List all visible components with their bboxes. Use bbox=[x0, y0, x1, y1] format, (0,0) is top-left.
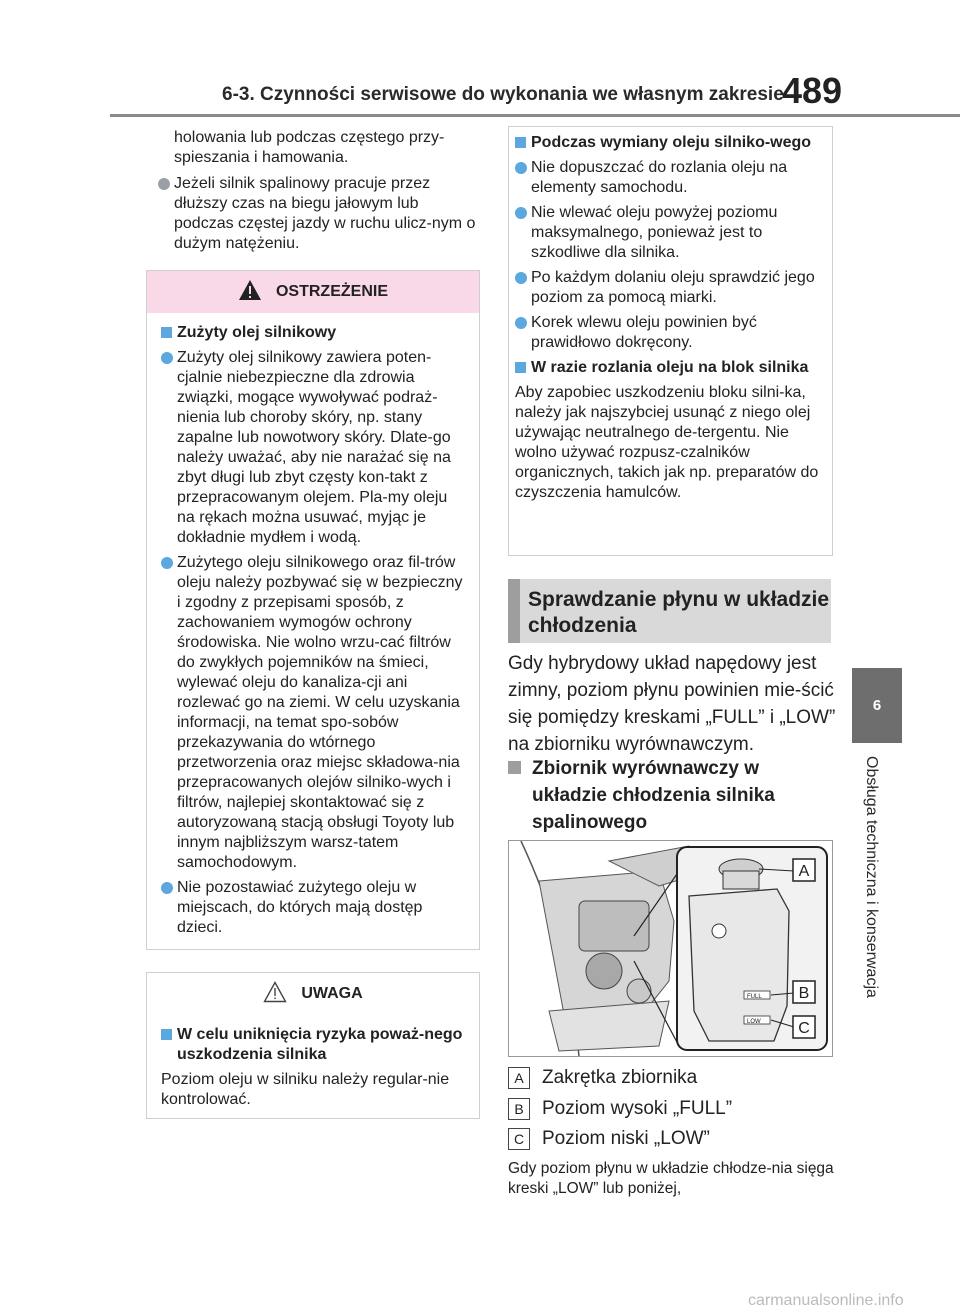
legend-text: Poziom niski „LOW” bbox=[542, 1128, 710, 1149]
warning-box bbox=[146, 270, 480, 950]
list-item bbox=[161, 553, 469, 873]
reservoir-heading: Zbiornik wyrównawczy w układzie chłodzenia silnika spalinowego bbox=[508, 755, 838, 836]
list-item bbox=[515, 313, 828, 353]
list-item-text: Korek wlewu oleju powinien być prawidłowo dokręcony. bbox=[531, 314, 757, 351]
running-header: 6-3. Czynności serwisowe do wykonania we własnym zakresie bbox=[222, 84, 784, 105]
tail-text: Gdy poziom płynu w układzie chłodze-nia sięga kreski „LOW” lub poniżej, bbox=[508, 1160, 834, 1197]
section-intro: Gdy hybrydowy układ napędowy jest zimny, poziom płynu powinien mie-ścić się pomiędzy kreskami „FULL” i „LOW” na zbiorniku wyrównawczym. bbox=[508, 653, 836, 755]
notice-box bbox=[146, 972, 480, 1119]
chapter-tab[interactable]: 6 bbox=[852, 668, 902, 743]
caution-triangle-icon bbox=[263, 981, 287, 1008]
list-item bbox=[515, 203, 828, 263]
info-heading: W razie rozlania oleju na blok silnika bbox=[515, 358, 828, 378]
warning-title: OSTRZEŻENIE bbox=[275, 283, 388, 300]
legend-item bbox=[508, 1066, 697, 1090]
list-item bbox=[161, 878, 469, 938]
legend-key: A bbox=[508, 1067, 530, 1089]
notice-text: Poziom oleju w silniku należy regular-nie kontrolować. bbox=[161, 1071, 450, 1108]
list-item bbox=[161, 348, 469, 548]
list-item-text: Nie wlewać oleju powyżej poziomu maksymalnego, ponieważ jest to szkodliwe dla silnika. bbox=[531, 204, 778, 261]
callout-c: C bbox=[798, 1020, 810, 1037]
legend-text: Zakrętka zbiornika bbox=[542, 1067, 698, 1088]
info-text: Aby zapobiec uszkodzeniu bloku silni-ka, należy jak najszybciej usunąć z niego olej używając neutralnego de-tergentu. Nie wolno używać rozpusz-czalników organicznych, takich jak np. preparatów do czyszczenia hamulców. bbox=[515, 384, 819, 501]
bullet-icon bbox=[515, 207, 527, 219]
section-heading-band bbox=[508, 579, 831, 643]
legend-text: Poziom wysoki „FULL” bbox=[542, 1098, 733, 1119]
legend-key: B bbox=[508, 1098, 530, 1120]
square-bullet-icon bbox=[508, 761, 521, 774]
full-mark-label: FULL bbox=[747, 994, 762, 1000]
notice-heading: W celu uniknięcia ryzyka poważ-nego uszkodzenia silnika bbox=[161, 1025, 469, 1065]
legend-item bbox=[508, 1097, 732, 1121]
list-item-text: Po każdym dolaniu oleju sprawdzić jego poziom za pomocą miarki. bbox=[531, 269, 815, 306]
bullet-icon bbox=[161, 557, 173, 569]
list-item-text: Nie pozostawiać zużytego oleju w miejscach, do których mają dostęp dzieci. bbox=[177, 879, 423, 936]
engine-bay-figure bbox=[508, 840, 833, 1057]
warning-header bbox=[147, 271, 479, 313]
legend-key: C bbox=[508, 1128, 530, 1150]
square-bullet-icon bbox=[515, 137, 526, 148]
square-bullet-icon bbox=[161, 327, 172, 338]
bullet-icon bbox=[515, 162, 527, 174]
warning-heading: Zużyty olej silnikowy bbox=[161, 323, 469, 343]
intro-text: holowania lub podczas częstego przy-spieszania i hamowania. bbox=[174, 129, 445, 166]
callout-b: B bbox=[798, 985, 810, 1002]
callout-a: A bbox=[798, 863, 810, 880]
section-title: Sprawdzanie płynu w układzie chłodzenia bbox=[528, 588, 830, 637]
info-box bbox=[508, 126, 833, 556]
square-bullet-icon bbox=[161, 1029, 172, 1040]
notice-title: UWAGA bbox=[301, 985, 363, 1002]
bullet-icon bbox=[161, 882, 173, 894]
watermark: carmanualsonline.info bbox=[748, 1292, 904, 1309]
bullet-icon bbox=[158, 178, 170, 190]
list-item bbox=[515, 158, 828, 198]
left-column bbox=[158, 128, 478, 260]
bullet-icon bbox=[161, 352, 173, 364]
legend-item bbox=[508, 1127, 710, 1151]
bullet-icon bbox=[515, 272, 527, 284]
info-heading: Podczas wymiany oleju silniko-wego bbox=[515, 133, 828, 153]
notice-header bbox=[147, 973, 479, 1015]
low-mark-label: LOW bbox=[747, 1019, 761, 1025]
bullet-icon bbox=[515, 317, 527, 329]
warning-triangle-icon bbox=[238, 279, 262, 306]
header-rule bbox=[110, 114, 960, 117]
chapter-title: Obsługa techniczna i konserwacja bbox=[863, 756, 880, 998]
list-item-text: Zużytego oleju silnikowego oraz fil-trów oleju należy pozbywać się w bezpieczny i zgodny z przepisami sposób, z zachowaniem wymogów ochrony środowiska. Nie wolno wrzu-cać filtrów do zwykłych pojemników na śmieci, wylewać oleju do kanaliza-cji ani rozlewać go na ziemi. W celu uzyskania informacji, na temat spo-sobów przekazywania do wtórnego przetworzenia oraz miejsc składowa-nia przepracowanych olejów silniko-wych i filtrów, najlepiej skontaktować się z autoryzowaną stacją obsługi Toyoty lub innym najbliższym warsz-tatem samochodowym. bbox=[177, 554, 463, 871]
list-item-text: Jeżeli silnik spalinowy pracuje przez dłuższy czas na biegu jałowym lub podczas częstej jazdy w ruchu ulicz-nym o dużym natężeniu. bbox=[174, 175, 476, 252]
square-bullet-icon bbox=[515, 362, 526, 373]
list-item-text: Nie dopuszczać do rozlania oleju na elementy samochodu. bbox=[531, 159, 788, 196]
list-item bbox=[515, 268, 828, 308]
list-item bbox=[158, 174, 478, 254]
page-number: 489 bbox=[782, 70, 843, 111]
list-item-text: Zużyty olej silnikowy zawiera poten-cjalnie niebezpieczne dla zdrowia związki, mogące wywoływać podraż-nienia lub choroby skóry, np. stany zapalne lub nowotwory skóry. Dlate-go należy uważać, aby nie narażać się na zbyt długi lub zbyt częsty kon-takt z przepracowanym olejem. Pla-my oleju na rękach można usuwać, myjąc je dokładnie mydłem i wodą. bbox=[177, 349, 451, 546]
